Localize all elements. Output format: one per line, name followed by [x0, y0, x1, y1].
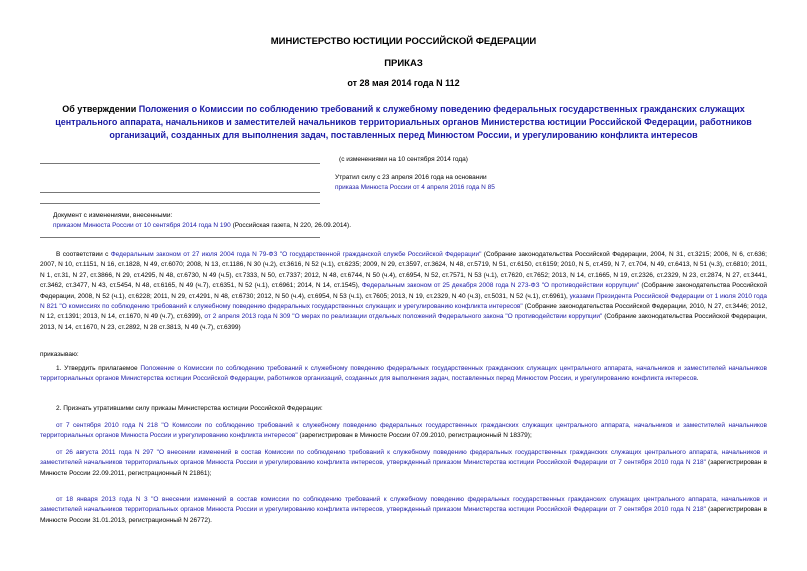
regulation-link[interactable]: Положение о Комиссии по соблюдению требований к служебному поведению федеральных государственных гражданских служащих центрального аппарата, начальников и заместителей начальников территориальных органов Министерства юстиции Российской Федерации, работников организаций, созданных для выполнения задач, поставленных перед Минюстом России, и урегулированию конфликта интересов — [40, 365, 767, 383]
divider-line — [40, 203, 320, 204]
repealed-item-registration: (зарегистрирован в Минюсте России 22.09.2011, регистрационный N 21861); — [40, 459, 767, 477]
decree-309-link[interactable]: от 2 апреля 2013 года N 309 "О мерах по реализации отдельных положений Федерального закона "О противодействии коррупции" — [204, 313, 603, 321]
repealed-item — [40, 448, 767, 479]
changes-note-source: (Российская газета, N 220, 26.09.2014). — [230, 222, 352, 229]
item-1-paragraph — [40, 364, 767, 385]
preamble-paragraph — [40, 250, 767, 333]
preamble-text: (Собрание законодательства Российской Федерации, 2008, N 52 (ч.1), ст.6228; 2011, N 29, ст.4291, N 48, ст.6730; 2012, N 50 (ч.4), ст.6954, N 53 (ч.1), ст.7605; 2013, N 19, ст.2329, N 40 (ч.3), ст.5031, N 52 (ч.1), ст.6961), — [40, 282, 767, 300]
divider-line — [40, 237, 320, 238]
order-word: приказываю: — [40, 351, 79, 358]
preamble-text: (Собрание законодательства Российской Федерации, 2010, N 27, ст.3446; 2012, N 12, ст.1391; 2013, N 14, ст.1670, N 49 (ч.7), ст.6399), — [40, 303, 767, 321]
doc-title — [50, 103, 757, 142]
item-1-text: . — [696, 375, 699, 383]
divider-line — [40, 163, 320, 164]
divider-line — [40, 192, 320, 193]
law-79-fz-link[interactable]: Федеральным законом от 27 июля 2004 года N 79-ФЗ "О государственной гражданской службе Российской Федерации" — [110, 251, 482, 258]
repealed-order-3-link[interactable]: от 18 января 2013 года N 3 "О внесении изменений в состав комиссии по соблюдению требований к служебному поведению федеральных государственных гражданских служащих центрального аппарата, начальников и заместителей начальников территориальных органов Минюста России и урегулированию конфликта интересов, утвержденный приказом Министерства юстиции Российской Федерации от 7 сентября 2010 года N 218" — [40, 496, 767, 514]
lost-force-note — [335, 173, 495, 193]
item-2-paragraph — [40, 404, 767, 414]
ministry-heading: МИНИСТЕРСТВО ЮСТИЦИИ РОССИЙСКОЙ ФЕДЕРАЦИИ — [270, 36, 537, 47]
repealed-item — [40, 421, 767, 442]
doc-type-heading: ПРИКАЗ — [384, 58, 423, 69]
repealed-item-registration: (зарегистрирован в Минюсте России 07.09.2010, регистрационный N 18379); — [297, 432, 532, 440]
lost-force-text: Утратил силу с 23 апреля 2016 года на основании — [335, 174, 487, 181]
changes-order-link[interactable]: приказом Минюста России от 10 сентября 2014 года N 190 — [53, 222, 231, 229]
preamble-text: (Собрание законодательства Российской Федерации, 2013, N 14, ст.1670, N 23, ст.2892, N 28 ст.3813, N 49 (ч.7), ст.6399) — [40, 313, 767, 331]
title-prefix: Об утверждении — [62, 104, 139, 114]
preamble-text: В соответствии с — [56, 251, 111, 258]
changes-note-label: Документ с изменениями, внесенными: — [53, 212, 173, 219]
law-273-fz-link[interactable]: Федеральным законом от 25 декабря 2008 года N 273-ФЗ "О противодействии коррупции" — [361, 282, 640, 290]
doc-date-number: от 28 мая 2014 года N 112 — [347, 78, 460, 88]
item-1-text: 1. Утвердить прилагаемое — [56, 365, 141, 372]
decree-821-link[interactable]: указами Президента Российской Федерации от 1 июля 2010 года N 821 "О комиссиях по соблюдению требований к служебному поведению федеральных государственных служащих и урегулированию конфликта интересов" — [40, 292, 768, 311]
repealed-item — [40, 495, 767, 526]
repealed-order-218-link[interactable]: от 7 сентября 2010 года N 218 "О Комиссии по соблюдению требований к служебному поведению федеральных государственных гражданских служащих центрального аппарата, начальников и заместителей начальников территориальных органов Минюста России и урегулированию конфликта интересов" — [40, 422, 767, 440]
title-regulation-link[interactable]: Положения о Комиссии по соблюдению требований к служебному поведению федеральных государственных гражданских служащих центрального аппарата, начальников и заместителей начальников территориальных органов Министерства юстиции Российской Федерации, работников организаций, созданных для выполнения задач, поставленных перед Минюстом России, и урегулированию конфликта интересов — [55, 104, 752, 140]
repealed-item-registration: (зарегистрирован в Минюсте России 31.01.2013, регистрационный N 26772). — [40, 506, 767, 524]
item-2-text: 2. Признать утратившими силу приказы Министерства юстиции Российской Федерации: — [56, 405, 323, 412]
edition-note: (с изменениями на 10 сентября 2014 года) — [339, 156, 468, 163]
preamble-text: (Собрание законодательства Российской Федерации, 2004, N 31, ст.3215; 2006, N 6, ст.636; 2007, N 10, ст.1151, N 16, ст.1828, N 49, ст.6070; 2008, N 13, ст.1186, N 30 (ч.2), ст.3616, N 52 (ч.1), ст.6235; 2009, N 29, ст.3597, ст.3624, N 48, ст.5719, N 51, ст.6150, ст.6159; 2010, N 5, ст.459, N 7, ст.704, N 49, ст.6413, N 51 (ч.3), ст.6810; 2011, N 1, ст.31, N 27, ст.3866, N 29, ст.4295, N 48, ст.6730, N 49 (ч.5), ст.7333, N 50, ст.7337; 2012, N 48, ст.6744, N 50 (ч.4), ст.6954, N 52, ст.7571, N 53 (ч.1), ст.7620, ст.7652; 2013, N 14, ст.1665, N 19, ст.2326, ст.2329, N 23, ст.2874, N 27, ст.3441, ст.3462, ст.3477, N 43, ст.5454, N 48, ст.6165, N 49 (ч.7), ст.6351, N 52 (ч.1), ст.6961; 2014, N 14, ст.1545), — [40, 251, 767, 290]
changes-note — [53, 211, 351, 231]
repealed-order-297-link[interactable]: от 26 августа 2011 года N 297 "О внесении изменений в состав Комиссии по соблюдению требований к служебному поведению федеральных государственных гражданских служащих центрального аппарата, начальников и заместителей начальников территориальных органов Минюста России и урегулированию конфликта интересов, утвержденный приказом Министерства юстиции Российской Федерации от 7 сентября 2010 года N 218" — [40, 449, 767, 467]
lost-force-link[interactable]: приказа Минюста России от 4 апреля 2016 года N 85 — [335, 184, 495, 191]
